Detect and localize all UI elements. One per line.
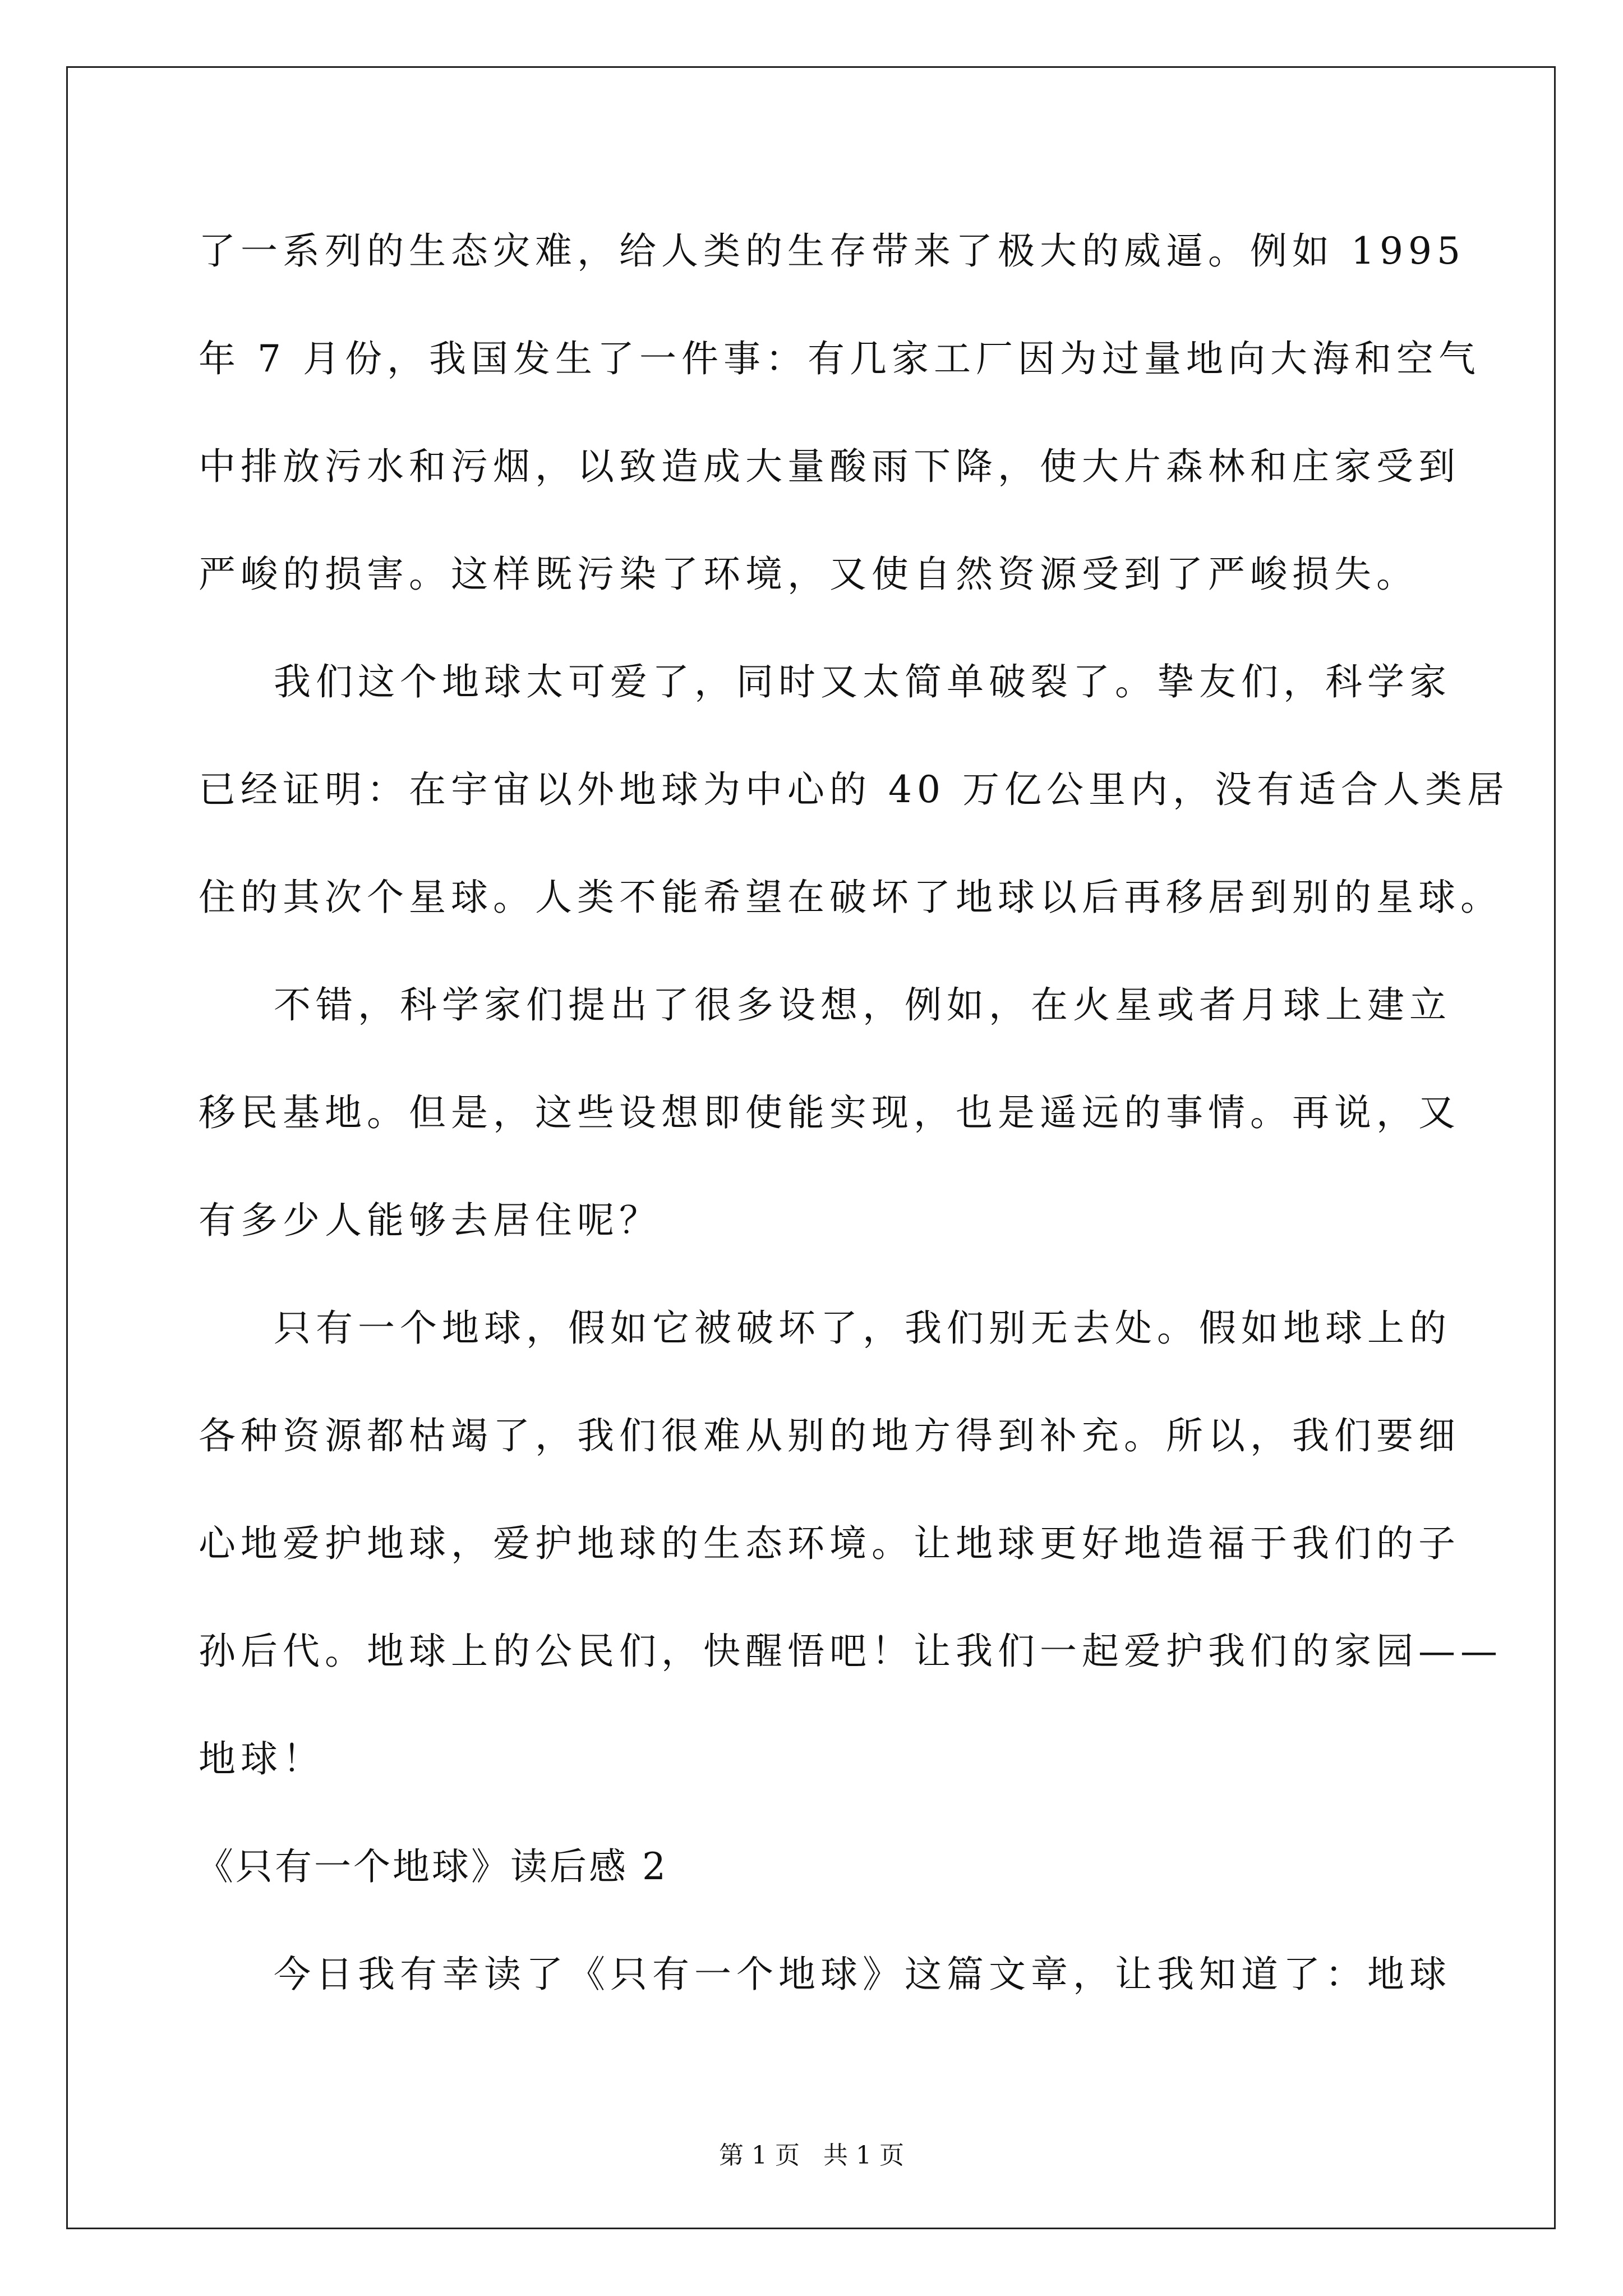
text-line: 年 7 月份，我国发生了一件事：有几家工厂因为过量地向大海和空气 [199, 337, 1481, 380]
text-line: 已经证明：在宇宙以外地球为中心的 40 万亿公里内，没有适合人类居 [199, 768, 1509, 811]
text-line: 有多少人能够去居住呢？ [199, 1199, 661, 1242]
paragraph-start-line: 今日我有幸读了《只有一个地球》这篇文章，让我知道了：地球 [274, 1953, 1451, 1996]
section-heading: 《只有一个地球》读后感 2 [196, 1845, 668, 1888]
text-line: 中排放污水和污烟，以致造成大量酸雨下降，使大片森林和庄家受到 [199, 445, 1460, 488]
text-line: 地球！ [199, 1737, 325, 1780]
page-footer: 第 1 页 共 1 页 [719, 2141, 904, 2170]
text-line: 孙后代。地球上的公民们，快醒悟吧！让我们一起爱护我们的家园—— [199, 1630, 1502, 1673]
text-line: 各种资源都枯竭了，我们很难从别的地方得到补充。所以，我们要细 [199, 1414, 1460, 1457]
paragraph-start-line: 只有一个地球，假如它被破坏了，我们别无去处。假如地球上的 [274, 1306, 1451, 1350]
paragraph-start-line: 不错，科学家们提出了很多设想，例如，在火星或者月球上建立 [274, 983, 1451, 1027]
text-line: 了一系列的生态灾难，给人类的生存带来了极大的威逼。例如 1995 [199, 229, 1465, 273]
text-line: 心地爱护地球，爱护地球的生态环境。让地球更好地造福于我们的子 [199, 1522, 1460, 1565]
page-border [66, 66, 1556, 2229]
paragraph-start-line: 我们这个地球太可爱了，同时又太简单破裂了。挚友们，科学家 [274, 660, 1451, 703]
text-line: 住的其次个星球。人类不能希望在破坏了地球以后再移居到别的星球。 [199, 876, 1502, 919]
text-line: 严峻的损害。这样既污染了环境，又使自然资源受到了严峻损失。 [199, 553, 1418, 596]
text-line: 移民基地。但是，这些设想即使能实现，也是遥远的事情。再说，又 [199, 1091, 1460, 1134]
